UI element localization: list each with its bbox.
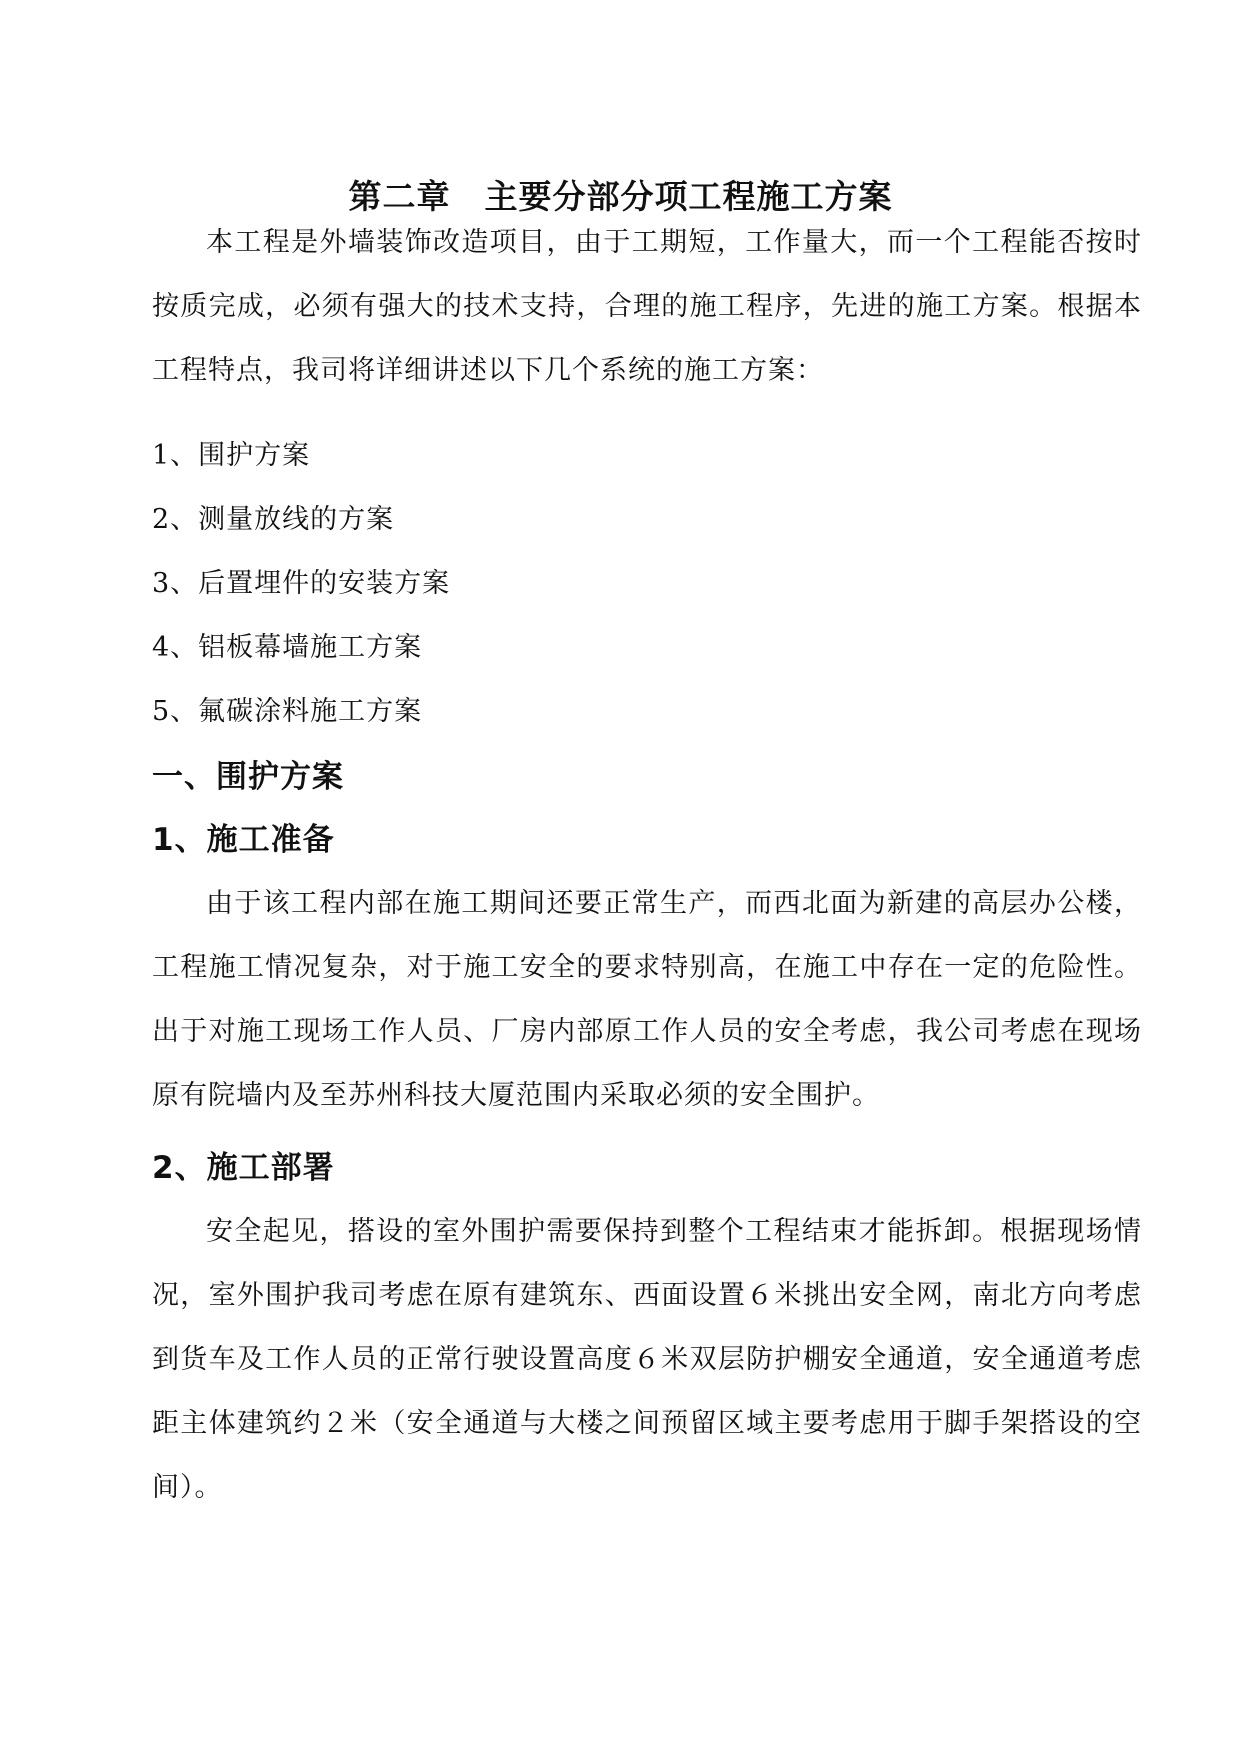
plan-list-item: 5、氟碳涂料施工方案 (152, 696, 423, 727)
preparation-paragraph: 由于该工程内部在施工期间还要正常生产，而西北面为新建的高层办公楼，工程施工情况复杂，对于施工安全的要求特别高，在施工中存在一定的危险性。出于对施工现场工作人员、厂房内部原工作人员的安全考虑，我公司考虑在现场原有院墙内及至苏州科技大厦范围内采取必须的安全围护。 (152, 888, 1142, 1111)
intro-paragraph: 本工程是外墙装饰改造项目，由于工期短，工作量大，而一个工程能否按时按质完成，必须有强大的技术支持，合理的施工程序，先进的施工方案。根据本工程特点，我司将详细讲述以下几个系统的施工方案： (152, 227, 1142, 386)
chapter-title: 第二章 主要分部分项工程施工方案 (348, 177, 893, 216)
subsection-heading: 1、施工准备 (152, 822, 335, 858)
plan-list-item: 2、测量放线的方案 (152, 504, 395, 535)
deployment-paragraph: 安全起见，搭设的室外围护需要保持到整个工程结束才能拆卸。根据现场情况，室外围护我司考虑在原有建筑东、西面设置６米挑出安全网，南北方向考虑到货车及工作人员的正常行驶设置高度６米双层防护棚安全通道，安全通道考虑距主体建筑约２米（安全通道与大楼之间预留区域主要考虑用于脚手架搭设的空间）。 (152, 1216, 1142, 1503)
plan-list-item: 3、后置埋件的安装方案 (152, 568, 451, 599)
subsection-heading: 2、施工部署 (152, 1150, 335, 1186)
plan-list-item: 1、围护方案 (152, 440, 311, 471)
plan-list-item: 4、铝板幕墙施工方案 (152, 632, 423, 663)
section-heading: 一、围护方案 (152, 759, 344, 795)
